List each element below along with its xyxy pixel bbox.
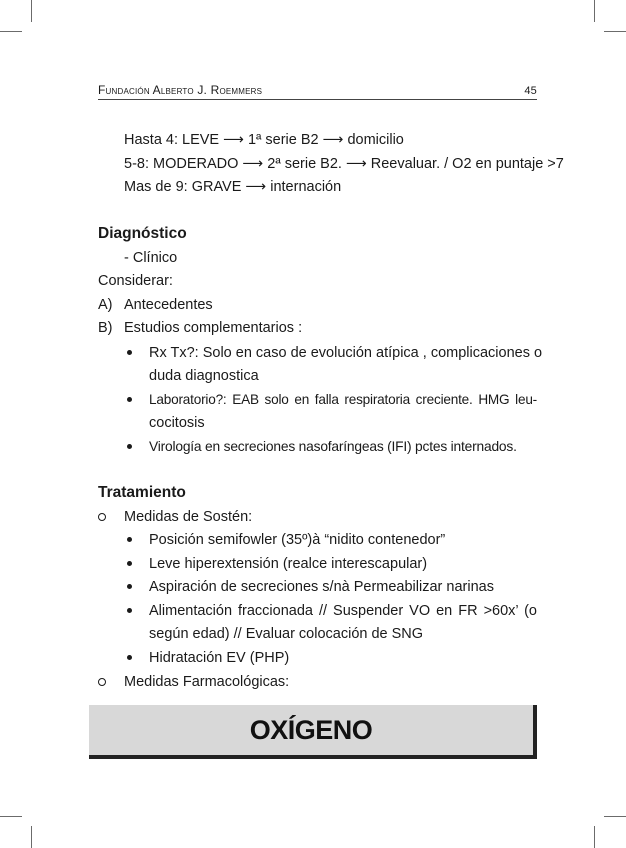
circle-bullet-icon: [98, 678, 106, 686]
crop-mark: [0, 31, 22, 32]
severity-line-leve: Hasta 4: LEVE ⟶ 1ª serie B2 ⟶ domicilio: [124, 132, 404, 148]
diag-bullet-3-line-1: Virología en secreciones nasofaríngeas (IFI) pctes internados.: [149, 439, 517, 454]
crop-mark: [604, 31, 626, 32]
list-marker-a: A): [98, 297, 113, 313]
trat-bullet-4-line-1: Alimentación fraccionada // Suspender VO en FR >60x’ (o: [149, 603, 537, 619]
circle-bullet-icon: [98, 513, 106, 521]
trat-bullet-3-line-1: Aspiración de secreciones s/nà Permeabilizar narinas: [149, 579, 494, 595]
bullet-icon: [127, 397, 132, 402]
bullet-icon: [127, 655, 132, 660]
bullet-icon: [127, 584, 132, 589]
considerar-label: Considerar:: [98, 273, 173, 289]
list-item-estudios: Estudios complementarios :: [124, 320, 303, 336]
bullet-icon: [127, 561, 132, 566]
page-number: 45: [524, 85, 537, 97]
header-organization: Fundación Alberto J. Roemmers: [98, 83, 263, 97]
section-banner-oxigeno: [89, 705, 537, 759]
trat-bullet-5-line-1: Hidratación EV (PHP): [149, 650, 290, 666]
section-heading-tratamiento: Tratamiento: [98, 484, 186, 501]
trat-bullet-2-line-1: Leve hiperextensión (realce interescapular): [149, 556, 428, 572]
crop-mark: [594, 0, 595, 22]
severity-line-moderado: 5-8: MODERADO ⟶ 2ª serie B2. ⟶ Reevaluar. / O2 en puntaje >7: [124, 156, 564, 172]
bullet-icon: [127, 608, 132, 613]
running-header: [98, 83, 537, 97]
crop-mark: [604, 816, 626, 817]
banner-title: OXÍGENO: [249, 714, 373, 745]
crop-mark: [31, 826, 32, 848]
diagnostico-item-clinico: - Clínico: [124, 250, 178, 266]
bullet-icon: [127, 537, 132, 542]
crop-mark: [31, 0, 32, 22]
trat-bullet-4-line-2: según edad) // Evaluar colocación de SNG: [149, 626, 424, 642]
bullet-icon: [127, 444, 132, 449]
medidas-farmacologicas-label: Medidas Farmacológicas:: [124, 674, 290, 690]
list-item-antecedentes: Antecedentes: [124, 297, 213, 313]
diag-bullet-1-line-2: duda diagnostica: [149, 368, 259, 384]
diag-bullet-1-line-1: Rx Tx?: Solo en caso de evolución atípica , complicaciones o: [149, 345, 543, 361]
crop-mark: [0, 816, 22, 817]
list-marker-b: B): [98, 320, 113, 336]
crop-mark: [594, 826, 595, 848]
diag-bullet-2-line-2: cocitosis: [149, 415, 205, 431]
section-heading-diagnostico: Diagnóstico: [98, 225, 187, 242]
severity-line-grave: Mas de 9: GRAVE ⟶ internación: [124, 179, 342, 195]
medidas-sosten-label: Medidas de Sostén:: [124, 509, 253, 525]
trat-bullet-1-line-1: Posición semifowler (35º)à “nidito contenedor”: [149, 532, 446, 548]
header-rule: [98, 99, 537, 100]
diag-bullet-2-line-1: Laboratorio?: EAB solo en falla respiratoria creciente. HMG leu-: [149, 392, 537, 407]
bullet-icon: [127, 350, 132, 355]
